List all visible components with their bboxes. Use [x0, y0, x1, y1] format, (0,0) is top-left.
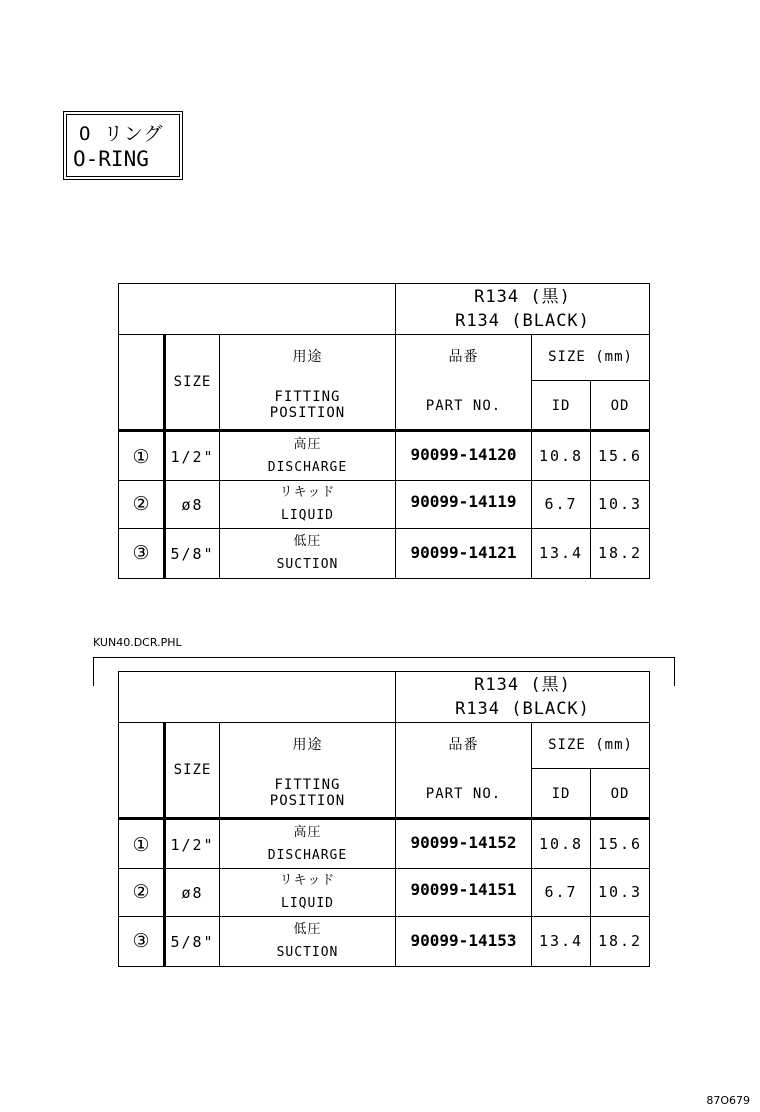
row-number: ②: [132, 493, 150, 515]
col-use-jp: 用途: [292, 349, 323, 365]
row-use-jp: リキッド: [279, 485, 336, 500]
row-number: ②: [132, 881, 150, 903]
row-use-en: DISCHARGE: [267, 848, 348, 863]
row-use-en: LIQUID: [281, 508, 334, 523]
row-use-jp: 低圧: [293, 922, 322, 937]
row-use-jp: リキッド: [279, 873, 336, 888]
col-use-en2: POSITION: [269, 793, 346, 809]
row-number: ①: [132, 446, 150, 468]
row-size: ø8: [181, 496, 204, 514]
grade-line2: R134 (BLACK): [455, 699, 590, 719]
row-part-no: 90099-14120: [410, 445, 517, 464]
row-use-en: SUCTION: [276, 557, 339, 572]
col-part-en: PART NO.: [425, 786, 502, 802]
row-size: 5/8": [170, 545, 215, 563]
col-id: ID: [551, 398, 571, 414]
col-size: SIZE: [173, 374, 212, 390]
row-use-jp: 高圧: [293, 825, 322, 840]
row-part-no: 90099-14119: [410, 492, 517, 511]
row-part-no: 90099-14152: [410, 833, 517, 852]
col-id: ID: [551, 786, 571, 802]
col-size-mm: SIZE (mm): [548, 737, 633, 753]
row-od: 18.2: [597, 544, 643, 562]
col-od: OD: [610, 786, 630, 802]
row-od: 18.2: [597, 932, 643, 950]
grade-line1: R134 (黒): [474, 675, 571, 695]
row-part-no: 90099-14153: [410, 931, 517, 950]
title-box: [66, 114, 180, 177]
row-id: 10.8: [538, 835, 584, 853]
row-id: 6.7: [544, 883, 578, 901]
col-od: OD: [610, 398, 630, 414]
grade-line1: R134 (黒): [474, 287, 571, 307]
row-number: ③: [132, 930, 150, 952]
row-od: 15.6: [597, 835, 643, 853]
illustration-code: 87O679: [706, 1094, 750, 1107]
col-part-jp: 品番: [448, 349, 479, 365]
title-jp: O リング: [79, 123, 164, 145]
row-use-en: LIQUID: [281, 896, 334, 911]
row-od: 10.3: [597, 495, 643, 513]
col-use-en1: FITTING: [274, 389, 341, 405]
row-id: 10.8: [538, 447, 584, 465]
row-od: 15.6: [597, 447, 643, 465]
row-id: 6.7: [544, 495, 578, 513]
col-use-en1: FITTING: [274, 777, 341, 793]
col-use-en2: POSITION: [269, 405, 346, 421]
o-ring-table-2: [118, 671, 650, 967]
row-size: ø8: [181, 884, 204, 902]
row-id: 13.4: [538, 544, 584, 562]
row-od: 10.3: [597, 883, 643, 901]
grade-line2: R134 (BLACK): [455, 311, 590, 331]
file-label: KUN40.DCR.PHL: [93, 636, 182, 649]
row-size: 1/2": [170, 836, 215, 854]
col-use-jp: 用途: [292, 737, 323, 753]
row-part-no: 90099-14121: [410, 543, 517, 562]
col-part-en: PART NO.: [425, 398, 502, 414]
col-size: SIZE: [173, 762, 212, 778]
row-use-jp: 高圧: [293, 437, 322, 452]
o-ring-table-1: [118, 283, 650, 579]
row-size: 5/8": [170, 933, 215, 951]
row-use-jp: 低圧: [293, 534, 322, 549]
title-en: O-RING: [73, 147, 149, 171]
row-part-no: 90099-14151: [410, 880, 517, 899]
row-id: 13.4: [538, 932, 584, 950]
row-number: ①: [132, 834, 150, 856]
col-part-jp: 品番: [448, 737, 479, 753]
row-use-en: SUCTION: [276, 945, 339, 960]
row-use-en: DISCHARGE: [267, 460, 348, 475]
col-size-mm: SIZE (mm): [548, 349, 633, 365]
row-size: 1/2": [170, 448, 215, 466]
row-number: ③: [132, 542, 150, 564]
